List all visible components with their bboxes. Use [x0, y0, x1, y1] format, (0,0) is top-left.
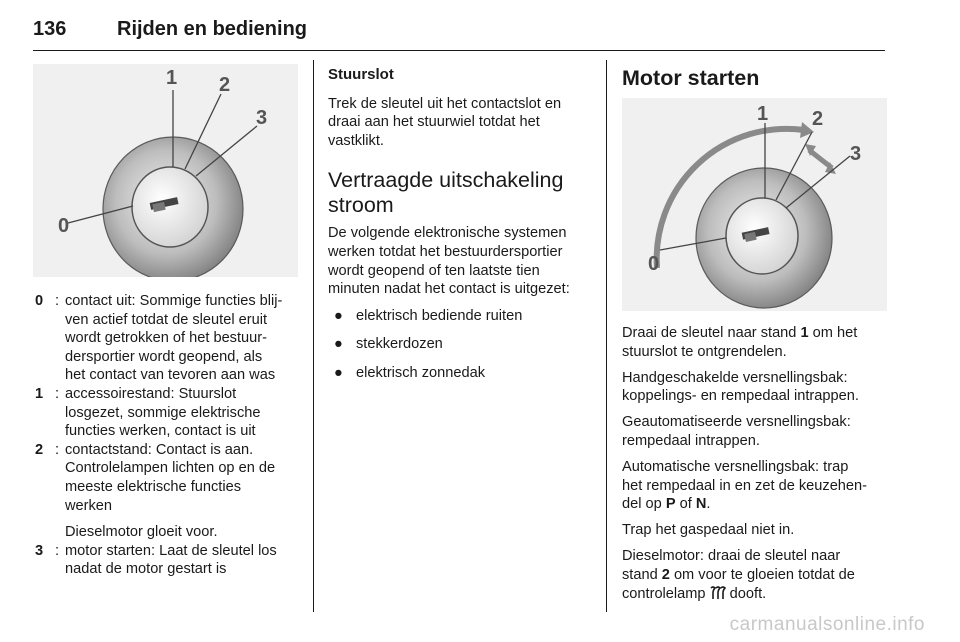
- list-item: ● elektrisch zonnedak: [328, 364, 592, 383]
- bullet-icon: ●: [334, 364, 343, 381]
- step-paragraph: Dieselmotor: draai de sleutel naar stand 2 om voor te gloeien totdat de controlelamp dooft.: [622, 548, 855, 602]
- engine-start-text: [622, 324, 892, 612]
- step-paragraph: Geautomatiseerde versnellingsbak: rempedaal intrappen.: [622, 414, 851, 449]
- position-item: 1 : accessoirestand: Stuurslot losgezet, sommige elektrische functies werken, contact is uit: [33, 385, 301, 441]
- page-number: 136: [33, 18, 67, 40]
- glow-plug-icon: [710, 587, 726, 602]
- column-divider: [606, 60, 607, 612]
- ignition-positions-list: [33, 292, 301, 579]
- column-divider: [313, 60, 314, 612]
- engine-start-illustration: [622, 98, 887, 311]
- delayed-power-heading: Vertraagde uitschakeling stroom: [328, 168, 564, 218]
- label-3: 3: [850, 143, 862, 165]
- position-key: 0: [35, 293, 44, 309]
- label-1: 1: [757, 103, 769, 125]
- position-description: contactstand: Contact is aan. Controlelampen lichten op en de meeste elektrische functies werken: [65, 441, 276, 514]
- label-1: 1: [166, 67, 178, 89]
- delayed-power-list: [328, 307, 592, 383]
- engine-start-heading: Motor starten: [622, 66, 760, 90]
- ignition-switch-illustration: [33, 64, 298, 277]
- list-item: ● elektrisch bediende ruiten: [328, 307, 592, 326]
- position-key: 1: [35, 385, 44, 402]
- position-description: contact uit: Sommige functies blij- ven actief totdat de sleutel eruit wordt getrokken of het bestuur- dersportier wordt geopend, als het contact van tevoren aan was: [65, 293, 283, 384]
- ignition-switch-figure: [33, 64, 298, 277]
- position-description: motor starten: Laat de sleutel los nadat de motor gestart is: [65, 542, 277, 578]
- position-description: accessoirestand: Stuurslot losgezet, sommige elektrische functies werken, contact is uit: [65, 385, 261, 440]
- chapter-title: Rijden en bediening: [117, 18, 308, 40]
- list-item: ● stekkerdozen: [328, 335, 592, 354]
- position-item: 2 : contactstand: Contact is aan. Controlelampen lichten op en de meeste elektrische functies werken: [33, 441, 301, 515]
- middle-column: [328, 66, 592, 393]
- position-key: 3: [35, 542, 44, 559]
- steering-lock-heading: Stuurslot: [328, 66, 394, 83]
- steering-lock-text: Trek de sleutel uit het contactslot en draai aan het stuurwiel totdat het vastklikt.: [328, 95, 562, 149]
- step-paragraph: Handgeschakelde versnellingsbak: koppelings- en rempedaal intrappen.: [622, 369, 859, 405]
- label-0: 0: [58, 215, 70, 237]
- step-paragraph: Automatische versnellingsbak: trap het rempedaal in en zet de keuzehen- del op P of N.: [622, 459, 868, 513]
- position-key: 2: [35, 441, 44, 458]
- position-item: 3 : motor starten: Laat de sleutel los nadat de motor gestart is: [33, 542, 301, 579]
- bullet-icon: ●: [334, 336, 343, 353]
- label-3: 3: [256, 107, 268, 129]
- label-2: 2: [219, 74, 231, 96]
- delayed-power-intro: De volgende elektronische systemen werken totdat het bestuurdersportier wordt geopend of ten laatste tien minuten nadat het contact is uitgezet:: [328, 225, 570, 298]
- step-paragraph: Draai de sleutel naar stand 1 om het stuurslot te ontgrendelen.: [622, 325, 858, 360]
- bullet-icon: ●: [334, 307, 343, 324]
- page-header: [33, 14, 885, 51]
- label-0: 0: [648, 253, 660, 275]
- position-note: Dieselmotor gloeit voor.: [65, 524, 218, 541]
- watermark: carmanualsonline.info: [729, 614, 925, 635]
- position-item: 0 : contact uit: Sommige functies blij- ven actief totdat de sleutel eruit wordt getrokken of het bestuur- dersportier wordt geopend, als het contact van tevoren aan was: [33, 292, 301, 385]
- engine-start-figure: [622, 98, 887, 311]
- label-2: 2: [812, 108, 824, 130]
- step-paragraph: Trap het gaspedaal niet in.: [622, 522, 795, 539]
